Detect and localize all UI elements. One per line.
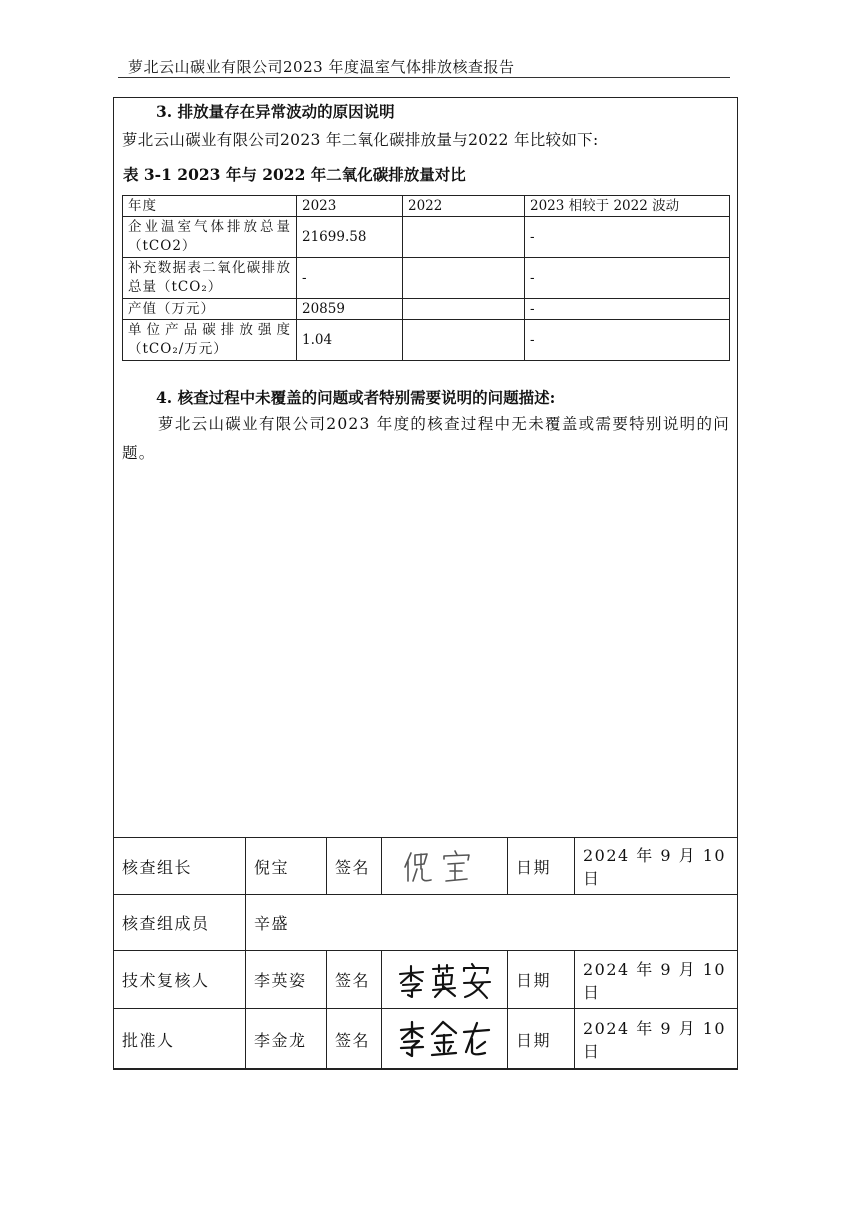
- cell-change: -: [525, 299, 730, 320]
- header-cell-change: 2023 相较于 2022 波动: [525, 196, 730, 217]
- row-label: 产值（万元）: [123, 299, 297, 320]
- table-row: [123, 258, 730, 299]
- role-label: 核查组成员: [114, 895, 246, 951]
- cell-change: -: [525, 217, 730, 258]
- handwritten-signature-lijinlong: [395, 1018, 495, 1060]
- person-name: 辛盛: [246, 895, 738, 951]
- cell-2023: 20859: [297, 299, 403, 320]
- table-row: [123, 217, 730, 258]
- section-3-heading: 3. 排放量存在异常波动的原因说明: [156, 102, 395, 121]
- header-cell-year: 年度: [123, 196, 297, 217]
- signature-cell: [382, 838, 508, 895]
- header-cell-2022: 2022: [403, 196, 525, 217]
- row-label: 补充数据表二氧化碳排放总量（tCO₂）: [123, 258, 297, 299]
- sign-date: 2024 年 9 月 10 日: [575, 1009, 738, 1070]
- signature-cell: [382, 1009, 508, 1070]
- cell-2022: [403, 217, 525, 258]
- cell-2023: -: [297, 258, 403, 299]
- signoff-row-reviewer: [114, 951, 738, 1009]
- role-label: 批准人: [114, 1009, 246, 1070]
- signature-label: 签名: [327, 1009, 382, 1070]
- person-name: 李英姿: [246, 951, 327, 1009]
- date-label: 日期: [508, 838, 575, 895]
- row-label: 单位产品碳排放强度（tCO₂/万元）: [123, 320, 297, 361]
- cell-2022: [403, 258, 525, 299]
- cell-change: -: [525, 320, 730, 361]
- header-cell-2023: 2023: [297, 196, 403, 217]
- row-label: 企业温室气体排放总量（tCO2）: [123, 217, 297, 258]
- signature-label: 签名: [327, 951, 382, 1009]
- person-name: 倪宝: [246, 838, 327, 895]
- section-3-intro: 萝北云山碳业有限公司2023 年二氧化碳排放量与2022 年比较如下:: [122, 131, 599, 149]
- cell-2023: 21699.58: [297, 217, 403, 258]
- sign-date: 2024 年 9 月 10 日: [575, 838, 738, 895]
- signoff-row-lead: [114, 838, 738, 895]
- section-4-heading: 4. 核查过程中未覆盖的问题或者特别需要说明的问题描述:: [156, 388, 556, 407]
- handwritten-signature-nibao: [397, 845, 493, 887]
- cell-2022: [403, 299, 525, 320]
- sign-date: 2024 年 9 月 10 日: [575, 951, 738, 1009]
- signoff-table: [113, 837, 738, 1070]
- section-4-body: 萝北云山碳业有限公司2023 年度的核查过程中无未覆盖或需要特别说明的问题。: [122, 415, 730, 462]
- role-label: 核查组长: [114, 838, 246, 895]
- table-row: [123, 320, 730, 361]
- signature-label: 签名: [327, 838, 382, 895]
- date-label: 日期: [508, 1009, 575, 1070]
- cell-2022: [403, 320, 525, 361]
- cell-change: -: [525, 258, 730, 299]
- signature-cell: [382, 951, 508, 1009]
- signoff-row-member: [114, 895, 738, 951]
- person-name: 李金龙: [246, 1009, 327, 1070]
- signoff-row-approver: [114, 1009, 738, 1070]
- table-caption: 表 3-1 2023 年与 2022 年二氧化碳排放量对比: [123, 165, 466, 184]
- cell-2023: 1.04: [297, 320, 403, 361]
- document-header: 萝北云山碳业有限公司2023 年度温室气体排放核查报告: [128, 58, 515, 76]
- handwritten-signature-liyingzi: [395, 959, 495, 1001]
- role-label: 技术复核人: [114, 951, 246, 1009]
- date-label: 日期: [508, 951, 575, 1009]
- emissions-comparison-table: [122, 195, 730, 361]
- header-divider: [118, 77, 730, 78]
- table-header-row: [123, 196, 730, 217]
- table-row: [123, 299, 730, 320]
